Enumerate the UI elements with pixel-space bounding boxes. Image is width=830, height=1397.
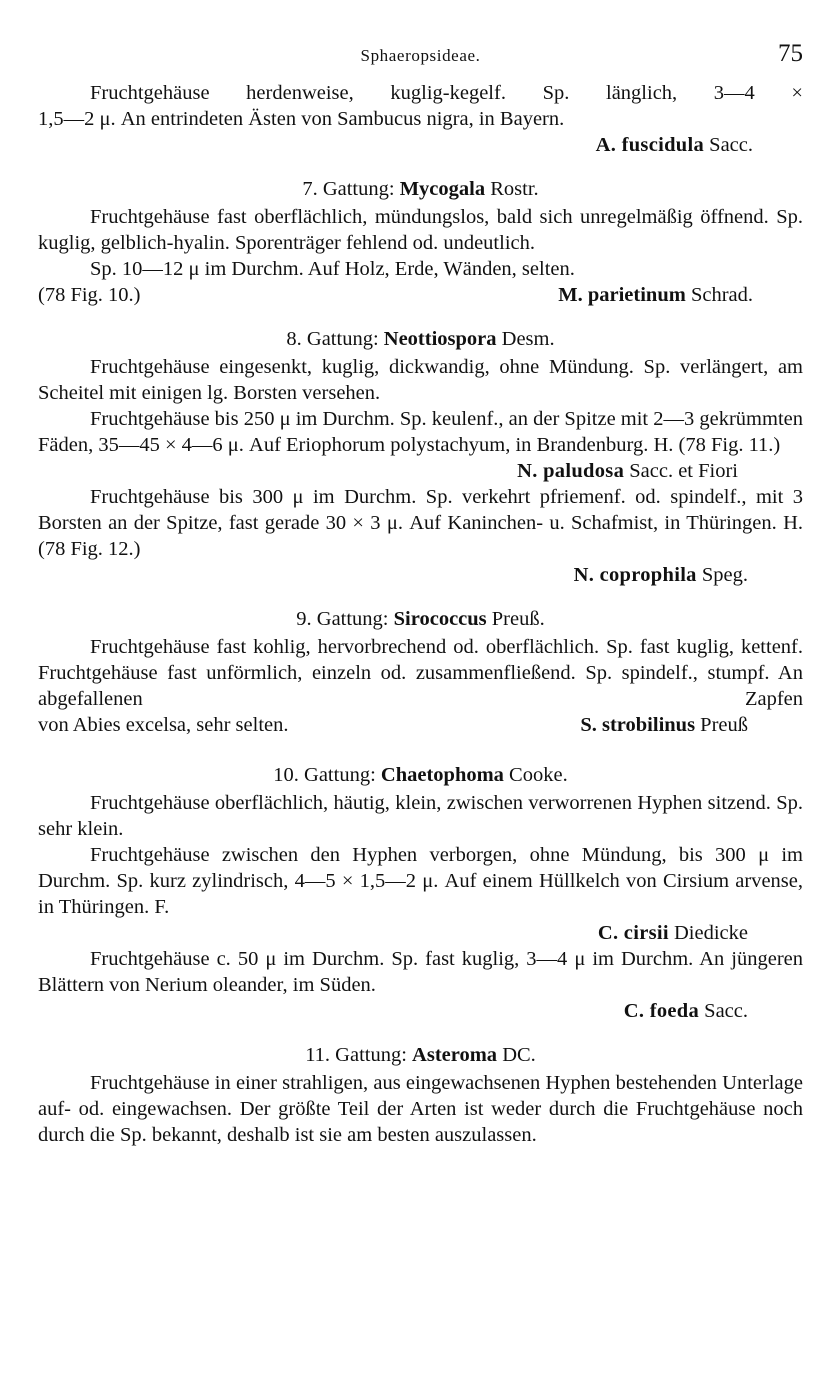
species-c-cirsii: [38, 920, 803, 946]
genus-heading-7: [38, 176, 803, 202]
intro-line-1: Fruchtgehäuse herdenweise, kuglig-kegelf. Sp. länglich, 3—4 ×: [90, 82, 803, 104]
genus-heading-11: [38, 1042, 803, 1068]
species-author: Sacc. et Fiori: [629, 460, 738, 482]
genus-author: Preuß.: [491, 608, 545, 630]
book-page: [38, 40, 803, 1148]
species-a-fuscidula: [38, 132, 803, 158]
species-author: Sacc.: [709, 134, 753, 156]
genus-author: Rostr.: [490, 178, 539, 200]
species-name: A. fuscidula: [595, 134, 705, 156]
genus-number: 9. Gattung:: [296, 608, 389, 630]
genus-10-species-1-text: Fruchtgehäuse zwischen den Hyphen verborgen, ohne Mündung, bis 300 μ im Durchm. Sp. kurz zylindrisch, 4—5 × 1,5—2 μ. Auf einem Hüllkelch von Cirsium arvense, in Thüringen. F.: [38, 844, 803, 918]
species-author: Diedicke: [674, 922, 748, 944]
species-name: S. strobilinus: [580, 714, 696, 736]
genus-author: DC.: [502, 1044, 536, 1066]
genus-10-species-2-text: Fruchtgehäuse c. 50 μ im Durchm. Sp. fast kuglig, 3—4 μ im Durchm. An jüngeren Blättern von Nerium oleander, im Süden.: [38, 948, 803, 996]
species-s-strobilinus: [580, 712, 748, 738]
species-name: C. cirsii: [597, 922, 669, 944]
genus-number: 7. Gattung:: [302, 178, 395, 200]
species-s-strobilinus-row: [38, 712, 803, 738]
genus-7-species-text: Sp. 10—12 μ im Durchm. Auf Holz, Erde, Wänden, selten.: [90, 258, 575, 280]
species-n-paludosa: [38, 458, 803, 484]
figure-reference: (78 Fig. 10.): [38, 284, 141, 306]
genus-heading-9: [38, 606, 803, 632]
intro-line-2: 1,5—2 μ. An entrindeten Ästen von Sambucus nigra, in Bayern.: [38, 108, 565, 130]
genus-author: Desm.: [501, 328, 555, 350]
species-n-coprophila: [38, 562, 803, 588]
genus-11-description: Fruchtgehäuse in einer strahligen, aus eingewachsenen Hyphen bestehenden Unterlage auf- od. eingewachsen. Der größte Teil der Arten ist weder durch die Fruchtgehäuse noch durch die Sp. bekannt, deshalb ist sie am besten auszulassen.: [38, 1072, 803, 1146]
genus-8-species-1-text: Fruchtgehäuse bis 250 μ im Durchm. Sp. keulenf., an der Spitze mit 2—3 gekrümmten Fäden, 35—45 × 4—6 μ. Auf Eriophorum polystachyum, in Brandenburg. H. (78 Fig. 11.): [38, 408, 803, 456]
genus-name: Chaetophoma: [380, 764, 504, 786]
species-m-parietinum: [558, 282, 753, 308]
genus-name: Asteroma: [412, 1044, 498, 1066]
species-name: N. coprophila: [573, 564, 697, 586]
species-name: C. foeda: [623, 1000, 700, 1022]
genus-10-description: Fruchtgehäuse oberflächlich, häutig, klein, zwischen verworrenen Hyphen sitzend. Sp. sehr klein.: [38, 792, 803, 840]
page-number: 75: [778, 40, 803, 67]
genus-name: Sirococcus: [393, 608, 487, 630]
genus-number: 8. Gattung:: [286, 328, 379, 350]
genus-8-description: Fruchtgehäuse eingesenkt, kuglig, dickwandig, ohne Mündung. Sp. verlängert, am Scheitel mit einigen lg. Borsten versehen.: [38, 356, 803, 404]
genus-heading-10: [38, 762, 803, 788]
species-m-parietinum-row: [38, 282, 803, 308]
species-author: Preuß: [700, 714, 748, 736]
genus-number: 10. Gattung:: [273, 764, 376, 786]
genus-heading-8: [38, 326, 803, 352]
species-name: M. parietinum: [558, 284, 686, 306]
genus-author: Cooke.: [509, 764, 568, 786]
running-title: Sphaeropsideae.: [360, 46, 481, 65]
genus-name: Mycogala: [399, 178, 486, 200]
genus-9-description: Fruchtgehäuse fast kohlig, hervorbrechend od. oberflächlich. Sp. fast kuglig, kettenf. Fruchtgehäuse fast unförmlich, einzeln od. zusammenfließend. Sp. spindelf., stumpf. An abgefallenen Zapfen: [38, 636, 803, 710]
genus-name: Neottiospora: [383, 328, 497, 350]
genus-8-species-2-text: Fruchtgehäuse bis 300 μ im Durchm. Sp. verkehrt pfriemenf. od. spindelf., mit 3 Borsten an der Spitze, fast gerade 30 × 3 μ. Auf Kaninchen- u. Schafmist, in Thüringen. H. (78 Fig. 12.): [38, 486, 803, 560]
genus-number: 11. Gattung:: [305, 1044, 407, 1066]
species-name: N. paludosa: [517, 460, 625, 482]
species-author: Speg.: [701, 564, 748, 586]
genus-7-description: Fruchtgehäuse fast oberflächlich, mündungslos, bald sich unregelmäßig öffnend. Sp. kuglig, gelblich-hyalin. Sporenträger fehlend od. undeutlich.: [38, 206, 803, 254]
running-header: [38, 40, 803, 80]
genus-9-description-tail: von Abies excelsa, sehr selten.: [38, 714, 289, 736]
species-author: Sacc.: [704, 1000, 748, 1022]
species-c-foeda: [38, 998, 803, 1024]
species-author: Schrad.: [690, 284, 753, 306]
